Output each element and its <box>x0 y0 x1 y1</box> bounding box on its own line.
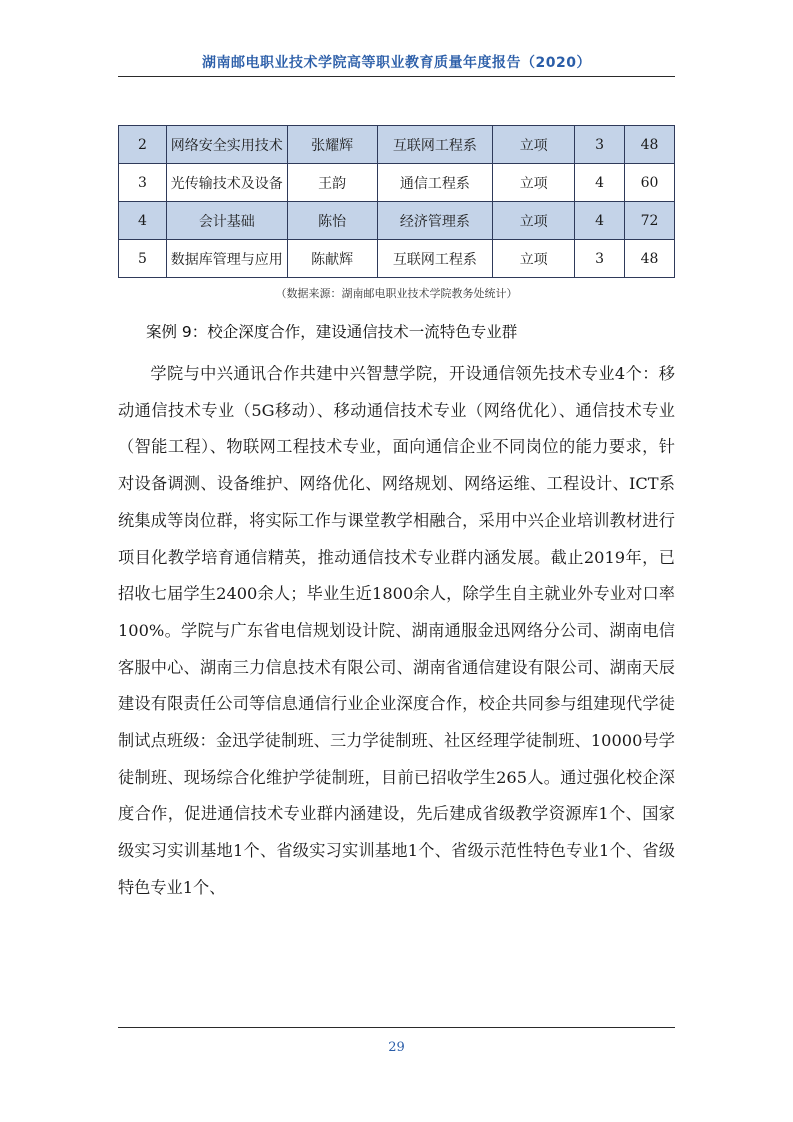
table-cell: 3 <box>575 240 625 278</box>
table-cell: 光传输技术及设备 <box>166 164 287 202</box>
table-cell: 48 <box>625 240 675 278</box>
table-cell: 张耀辉 <box>287 126 377 164</box>
table-cell: 互联网工程系 <box>377 126 493 164</box>
table-cell: 数据库管理与应用 <box>166 240 287 278</box>
table-cell: 5 <box>119 240 167 278</box>
table-cell: 立项 <box>493 202 575 240</box>
page-header-title: 湖南邮电职业技术学院高等职业教育质量年度报告（2020） <box>202 55 591 71</box>
table-cell: 通信工程系 <box>377 164 493 202</box>
table-cell: 3 <box>575 126 625 164</box>
table-cell: 立项 <box>493 126 575 164</box>
table-cell: 陈怡 <box>287 202 377 240</box>
table-cell: 2 <box>119 126 167 164</box>
table-cell: 48 <box>625 126 675 164</box>
table-cell: 3 <box>119 164 167 202</box>
table-row <box>119 164 675 202</box>
case-body-paragraph: 学院与中兴通讯合作共建中兴智慧学院，开设通信领先技术专业4个：移动通信技术专业（5G移动）、移动通信技术专业（网络优化）、通信技术专业（智能工程）、物联网工程技术专业，面向通信企业不同岗位的能力要求，针对设备调测、设备维护、网络优化、网络规划、网络运维、工程设计、ICT系统集成等岗位群，将实际工作与课堂教学相融合，采用中兴企业培训教材进行项目化教学培育通信精英，推动通信技术专业群内涵发展。截止2019年，已招收七届学生2400余人；毕业生近1800余人，除学生自主就业外专业对口率100%。学院与广东省电信规划设计院、湖南通服金迅网络分公司、湖南电信客服中心、湖南三力信息技术有限公司、湖南省通信建设有限公司、湖南天辰建设有限责任公司等信息通信行业企业深度合作，校企共同参与组建现代学徒制试点班级：金迅学徒制班、三力学徒制班、社区经理学徒制班、10000号学徒制班、现场综合化维护学徒制班，目前已招收学生265人。通过强化校企深度合作，促进通信技术专业群内涵建设，先后建成省级教学资源库1个、国家级实习实训基地1个、省级实习实训基地1个、省级示范性特色专业1个、省级特色专业1个、 <box>118 364 675 897</box>
table-cell: 王韵 <box>287 164 377 202</box>
table-cell: 网络安全实用技术 <box>166 126 287 164</box>
table-cell: 4 <box>575 164 625 202</box>
table-source-note: （数据来源：湖南邮电职业技术学院教务处统计） <box>275 287 518 300</box>
table-cell: 72 <box>625 202 675 240</box>
table-row <box>119 126 675 164</box>
table-row <box>119 240 675 278</box>
table-cell: 4 <box>119 202 167 240</box>
table-cell: 4 <box>575 202 625 240</box>
table-cell: 互联网工程系 <box>377 240 493 278</box>
table-cell: 60 <box>625 164 675 202</box>
page-number: 29 <box>388 1040 405 1055</box>
table-cell: 会计基础 <box>166 202 287 240</box>
header-divider <box>118 76 675 77</box>
table-cell: 立项 <box>493 240 575 278</box>
course-table <box>118 125 675 278</box>
case-heading: 案例 9：校企深度合作，建设通信技术一流特色专业群 <box>146 323 518 341</box>
table-row <box>119 202 675 240</box>
table-cell: 经济管理系 <box>377 202 493 240</box>
table-cell: 立项 <box>493 164 575 202</box>
table-cell: 陈献辉 <box>287 240 377 278</box>
footer-divider <box>118 1027 675 1028</box>
